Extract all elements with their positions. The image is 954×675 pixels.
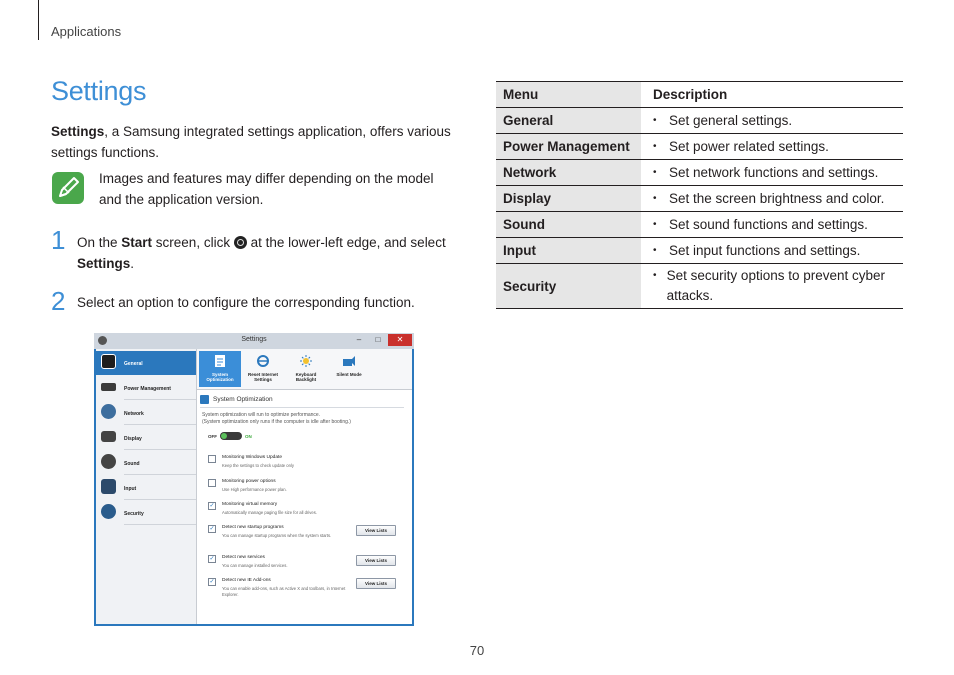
option-title: Monitoring Windows Update	[222, 455, 282, 460]
table-row	[496, 264, 903, 309]
option-subtitle: Use High performance power plan.	[222, 487, 287, 492]
view-lists-button[interactable]: View Lists	[356, 525, 396, 536]
option-subtitle: You can manage startup programs when the system starts.	[222, 533, 332, 538]
windows-button-icon	[234, 236, 247, 249]
description-cell	[641, 238, 903, 264]
divider	[124, 399, 196, 400]
divider	[124, 524, 196, 525]
tab-label: Keyboard	[295, 372, 317, 377]
divider	[124, 499, 196, 500]
page-title: Settings	[51, 76, 147, 106]
sidebar-item-label: General	[124, 361, 143, 367]
minimize-button[interactable]: –	[356, 335, 362, 344]
tab-label: Silent Mode	[336, 372, 362, 377]
sidebar-item-input[interactable]	[96, 476, 196, 500]
bullet: •	[653, 270, 657, 281]
tab-keyboard-backlight[interactable]	[285, 351, 327, 387]
description-cell	[641, 134, 903, 160]
note-text: Images and features may differ depending on the model and the application version.	[99, 171, 434, 207]
option-subtitle: You can manage installed services.	[222, 563, 288, 568]
internet-explorer-icon	[256, 354, 270, 368]
option-title: Monitoring power options	[222, 479, 276, 484]
bullet: •	[653, 114, 657, 126]
window-body	[96, 349, 412, 624]
description-text: Set power related settings.	[669, 138, 829, 154]
menu-description-table	[496, 81, 903, 309]
backlight-icon	[299, 354, 313, 368]
sidebar-item-sound[interactable]	[96, 451, 196, 475]
tab-label: Backlight	[295, 377, 317, 382]
menu-cell: Display	[496, 186, 641, 212]
table-row	[496, 134, 903, 160]
intro-paragraph	[51, 121, 463, 163]
menu-cell: General	[496, 108, 641, 134]
divider	[124, 449, 196, 450]
lock-icon	[101, 504, 116, 519]
description-text: Set security options to prevent cyber attacks.	[666, 268, 886, 303]
step-1-end: .	[130, 256, 135, 271]
window-controls	[350, 334, 412, 346]
table-row	[496, 186, 903, 212]
description-cell	[641, 264, 903, 309]
tab-system-optimization[interactable]	[199, 351, 241, 387]
option-checkbox[interactable]: ✓	[209, 579, 215, 585]
option-title: Detect new services	[222, 555, 265, 560]
header-menu: Menu	[496, 82, 641, 108]
sidebar-item-power-management[interactable]	[96, 376, 196, 400]
sidebar-item-security[interactable]	[96, 501, 196, 525]
step-1-pre: On the	[77, 235, 122, 250]
description-cell	[641, 108, 903, 134]
option-title: Detect new IE Add-ons	[222, 578, 271, 583]
close-button[interactable]: ✕	[388, 334, 412, 346]
tab-label: System	[211, 372, 228, 377]
settings-sidebar	[96, 349, 197, 624]
description-text: Set the screen brightness and color.	[669, 190, 885, 206]
window-title: Settings	[241, 336, 267, 343]
table-row	[496, 212, 903, 238]
sidebar-item-display[interactable]	[96, 426, 196, 450]
sidebar-item-label: Power Management	[124, 386, 171, 392]
sidebar-item-label: Display	[124, 436, 142, 442]
sidebar-item-label: Input	[124, 486, 137, 492]
description-cell	[641, 212, 903, 238]
content-description-line: (System optimization only runs if the computer is idle after booting.)	[202, 419, 351, 425]
header-description: Description	[641, 82, 903, 108]
step-1-post: at the lower-left edge, and select	[246, 235, 446, 250]
divider	[124, 474, 196, 475]
option-subtitle: Automatically manage paging file size for all drives.	[222, 510, 317, 515]
optimization-toggle[interactable]	[208, 432, 252, 440]
option-checkbox[interactable]: ✓	[209, 503, 215, 509]
bullet: •	[653, 192, 657, 204]
battery-icon	[101, 383, 116, 391]
globe-icon	[101, 404, 116, 419]
description-cell	[641, 160, 903, 186]
view-lists-button[interactable]: View Lists	[356, 555, 396, 566]
toggle-off-label: OFF	[208, 433, 217, 439]
bullet: •	[653, 244, 657, 256]
bullet: •	[653, 140, 657, 152]
description-text: Set network functions and settings.	[669, 164, 879, 180]
page-number: 70	[469, 643, 485, 658]
option-title: Detect new startup programs	[222, 525, 284, 530]
step-1-number: 1	[51, 225, 66, 255]
sidebar-item-label: Sound	[124, 461, 140, 467]
bullet: •	[653, 218, 657, 230]
option-checkbox[interactable]	[208, 455, 216, 463]
divider	[124, 424, 196, 425]
table-header-row	[496, 82, 903, 108]
sidebar-item-label: Network	[124, 411, 144, 417]
silent-mode-icon	[342, 354, 356, 368]
option-checkbox[interactable]: ✓	[209, 556, 215, 562]
section-label: Applications	[51, 24, 122, 39]
maximize-button[interactable]: □	[375, 335, 381, 344]
sidebar-item-general[interactable]	[96, 351, 196, 375]
menu-cell: Sound	[496, 212, 641, 238]
left-margin-rule	[38, 0, 39, 40]
speaker-icon	[101, 454, 116, 469]
description-text: Set input functions and settings.	[669, 242, 861, 258]
description-text: Set sound functions and settings.	[669, 216, 868, 232]
step-1-mid: screen, click	[152, 235, 234, 250]
tab-label: Optimization	[206, 377, 234, 382]
tab-silent-mode[interactable]	[328, 351, 370, 387]
content-title	[200, 395, 273, 404]
tab-label: Reset Internet	[247, 372, 278, 377]
tab-reset-internet-settings[interactable]	[242, 351, 284, 387]
touch-icon	[101, 479, 116, 494]
optimization-icon	[213, 354, 227, 368]
table-row	[496, 160, 903, 186]
step-2-number: 2	[51, 286, 66, 316]
window-titlebar	[94, 333, 414, 349]
table-row	[496, 108, 903, 134]
tab-label: Settings	[254, 377, 272, 382]
content-title-text: System Optimization	[213, 396, 273, 403]
divider	[200, 407, 404, 408]
sidebar-item-network[interactable]	[96, 401, 196, 425]
toggle-knob	[221, 433, 227, 439]
sidebar-item-label: Security	[124, 511, 144, 517]
option-subtitle: You can enable add-ons, such as Active X and toolbars, in Internet Explorer.	[222, 586, 346, 597]
step-2-text: Select an option to configure the corresponding function.	[77, 295, 415, 310]
menu-cell: Security	[496, 264, 641, 309]
toggle-switch[interactable]	[220, 432, 242, 440]
option-checkbox[interactable]: ✓	[209, 526, 215, 532]
gear-icon	[101, 354, 116, 369]
step-1-settings: Settings	[77, 256, 131, 271]
settings-app-screenshot	[94, 333, 414, 626]
table-row	[496, 238, 903, 264]
description-text: Set general settings.	[669, 112, 793, 128]
description-cell	[641, 186, 903, 212]
settings-tabs	[197, 349, 412, 390]
content-description	[202, 412, 402, 426]
view-lists-button[interactable]: View Lists	[356, 578, 396, 589]
intro-text: , a Samsung integrated settings application, offers various settings functions.	[51, 124, 451, 160]
menu-cell: Network	[496, 160, 641, 186]
bullet: •	[653, 166, 657, 178]
monitor-icon	[101, 431, 116, 442]
option-subtitle: Keep the settings to check update only	[222, 463, 294, 468]
menu-cell: Input	[496, 238, 641, 264]
content-description-line: System optimization will run to optimize performance.	[202, 412, 321, 418]
optimization-title-icon	[200, 395, 209, 404]
option-checkbox[interactable]	[208, 479, 216, 487]
toggle-on-label: ON	[245, 433, 252, 439]
step-1-text	[77, 232, 461, 274]
menu-cell: Power Management	[496, 134, 641, 160]
intro-bold: Settings	[51, 124, 105, 139]
step-1-start: Start	[121, 235, 153, 250]
option-title: Monitoring virtual memory	[222, 502, 278, 507]
note-pencil-icon	[52, 172, 84, 204]
